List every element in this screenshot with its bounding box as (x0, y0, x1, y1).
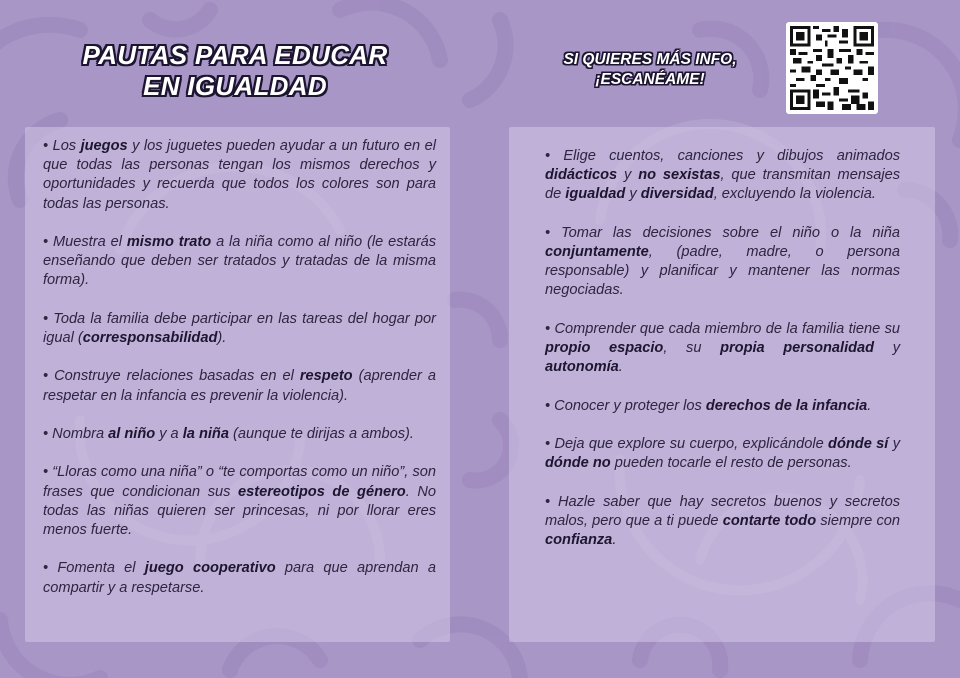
guideline-item (43, 367, 436, 405)
highlighted-term: al niño (108, 425, 156, 442)
guideline-item (43, 310, 436, 348)
highlighted-term: propio espacio (545, 340, 664, 356)
highlighted-term: confianza (545, 531, 613, 548)
guideline-item (545, 493, 900, 551)
guideline-text: . (867, 397, 872, 414)
qr-code-icon[interactable] (786, 22, 878, 114)
highlighted-term: respeto (299, 368, 353, 385)
guideline-text: a la niña como al niño (le estarás enseñando que deben ser tratados y tratadas de la misma forma). (43, 234, 436, 289)
guideline-item (43, 559, 436, 597)
guideline-item (545, 320, 900, 378)
guideline-item (545, 397, 900, 416)
guideline-text: para que aprendan a compartir y a respetarse. (43, 560, 436, 596)
highlighted-term: juegos (80, 138, 128, 154)
guideline-item (43, 425, 436, 444)
guideline-text: • Comprender que cada miembro de la familia tiene su (545, 320, 900, 337)
guideline-text: , que transmitan mensajes de (545, 167, 901, 203)
highlighted-term: juego cooperativo (144, 560, 276, 577)
guideline-text: • Nombra (43, 425, 109, 442)
guideline-text: . No todas las niñas quieren ser princesas, ni por llorar eres menos fuerte. (43, 483, 437, 538)
guideline-text: • Conocer y proteger los (545, 397, 706, 414)
guideline-text: • Muestra el (43, 234, 127, 250)
guideline-text: • Construye relaciones basadas en el (43, 368, 300, 385)
guideline-text: ). (217, 330, 227, 346)
left-guidelines-list (43, 137, 436, 617)
guideline-text: , (padre, madre, o persona responsable) y planificar y mantener las normas negociadas. (545, 244, 900, 299)
guideline-text: siempre con (816, 512, 900, 529)
guideline-text: • Toda la familia debe participar en las tareas del hogar por igual ( (43, 310, 436, 346)
highlighted-term: no sexistas (638, 167, 721, 184)
guideline-text: . (612, 531, 617, 548)
guideline-text: y (874, 340, 901, 356)
guideline-text: • Elige cuentos, canciones y dibujos animados (545, 148, 900, 164)
highlighted-term: contarte todo (722, 512, 817, 529)
highlighted-term: autonomía (545, 359, 619, 376)
scan-prompt-line-1: SI QUIERES MÁS INFO, (563, 51, 737, 68)
guideline-text: • Deja que explore su cuerpo, explicándole (545, 435, 829, 452)
guideline-text: , excluyendo la violencia. (713, 186, 876, 203)
highlighted-term: didácticos (545, 167, 618, 184)
guideline-text: • Fomenta el (43, 560, 145, 577)
guideline-text: , su (663, 340, 721, 356)
highlighted-term: derechos de la infancia (705, 397, 868, 414)
guideline-text: y los juguetes pueden ayudar a un futuro en el que todas las personas tengan los mismos derechos y oportunidades y recuerda que todos los colores son para todas las personas. (43, 138, 436, 212)
guideline-text: y a (155, 425, 183, 442)
scan-prompt-line-2: ¡ESCANÉAME! (595, 71, 705, 88)
page-title-line-2: EN IGUALDAD (143, 71, 327, 101)
highlighted-term: corresponsabilidad (82, 330, 218, 346)
guideline-text: y (617, 167, 639, 184)
highlighted-term: estereotipos de género (238, 483, 406, 500)
scan-prompt (540, 50, 760, 90)
highlighted-term: mismo trato (126, 234, 212, 250)
right-guidelines-list (545, 147, 900, 569)
guideline-text: • Los (43, 138, 81, 154)
page-title (40, 40, 430, 102)
highlighted-term: dónde sí (828, 435, 889, 452)
guideline-item (43, 463, 436, 540)
guideline-item (43, 137, 436, 214)
guideline-item (545, 147, 900, 205)
guideline-item (545, 224, 900, 301)
highlighted-term: diversidad (640, 186, 714, 203)
guideline-item (545, 435, 900, 473)
guideline-text: pueden tocarle el resto de personas. (610, 455, 852, 472)
qr-code-graphic (790, 26, 874, 110)
highlighted-term: la niña (182, 425, 229, 442)
guideline-text: • Tomar las decisiones sobre el niño o la niña (545, 224, 900, 241)
highlighted-term: conjuntamente (545, 244, 649, 260)
guideline-item (43, 233, 436, 291)
page-title-line-1: PAUTAS PARA EDUCAR (82, 40, 388, 70)
guideline-text: • Hazle saber que hay secretos buenos y secretos malos, pero que a ti puede (545, 493, 900, 529)
highlighted-term: dónde no (545, 455, 611, 472)
guideline-text: (aprender a respetar en la infancia es prevenir la violencia). (43, 368, 436, 404)
guideline-text: y (625, 186, 641, 203)
highlighted-term: igualdad (565, 186, 626, 203)
guideline-text: y (888, 435, 901, 452)
highlighted-term: propia personalidad (720, 340, 875, 356)
guideline-text: (aunque te dirijas a ambos). (228, 425, 414, 442)
guideline-text: • “Lloras como una niña” o “te comportas como un niño”, son frases que condicionan sus (43, 464, 436, 500)
guideline-text: . (618, 359, 623, 376)
